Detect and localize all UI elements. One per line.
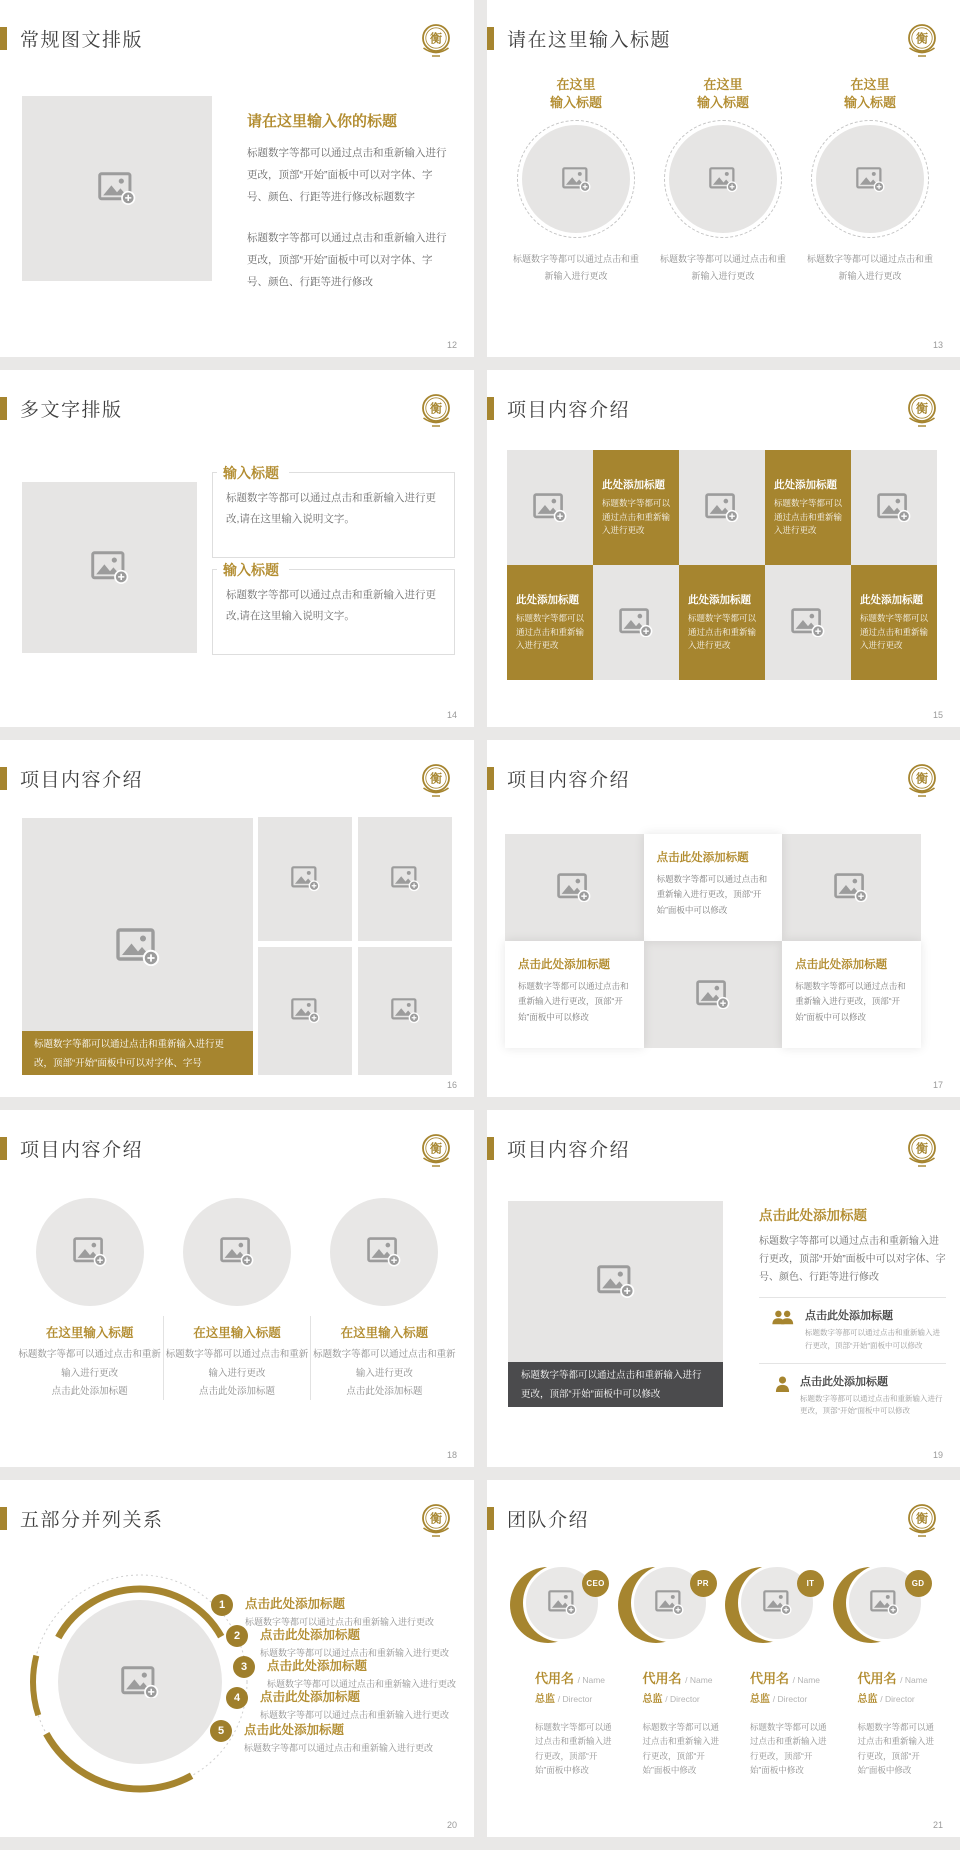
slide-title: 五部分并列关系: [20, 1510, 164, 1531]
numbered-item-text: 点击此处添加标题 标题数字等都可以通过点击和重新输入进行更改: [267, 1659, 457, 1689]
number-badge: 4: [226, 1687, 248, 1709]
company-logo: [418, 21, 454, 61]
numbered-item-text: 点击此处添加标题 标题数字等都可以通过点击和重新输入进行更改: [260, 1628, 450, 1658]
item-body: 标题数字等都可以通过点击和重新输入进行更改 点击此处添加标题: [313, 1349, 456, 1398]
box-heading: 输入标题: [217, 560, 289, 580]
member-role: 总监 / Director: [535, 1694, 593, 1705]
image-add-icon: [121, 1666, 159, 1699]
image-add-icon: [98, 172, 136, 205]
svg-text:衡: 衡: [915, 401, 929, 416]
circle-item: [311, 1198, 458, 1402]
list-item: [759, 1373, 946, 1419]
image-add-icon: [763, 1590, 792, 1615]
emblem-logo-icon: [904, 391, 940, 431]
role-badge: IT: [797, 1570, 824, 1597]
emblem-logo-icon: [418, 391, 454, 431]
circle-item: [16, 1198, 163, 1402]
role-badge: CEO: [582, 1570, 609, 1597]
image-add-icon: [291, 998, 320, 1023]
image-add-icon: [877, 493, 911, 522]
item-heading: 在这里 输入标题: [696, 77, 749, 111]
svg-text:衡: 衡: [429, 771, 443, 786]
gold-text-cell: 此处添加标题 标题数字等都可以通过点击和重新输入进行更改: [851, 565, 937, 680]
image-add-icon: [91, 551, 129, 584]
slide-title: 多文字排版: [20, 400, 123, 421]
item-heading: 在这里 输入标题: [843, 77, 896, 111]
page-number: 15: [932, 710, 943, 720]
svg-text:衡: 衡: [915, 1511, 929, 1526]
slide-title: 项目内容介绍: [20, 770, 144, 791]
title-accent-bar: [487, 397, 494, 420]
member-name: 代用名 / Name: [750, 1671, 821, 1686]
emblem-logo-icon: [418, 21, 454, 61]
section-heading: 点击此处添加标题: [759, 1208, 867, 1223]
page-number: 16: [446, 1080, 457, 1090]
title-accent-bar: [487, 27, 494, 50]
text-column: [247, 110, 450, 312]
numbered-item-text: 点击此处添加标题 标题数字等都可以通过点击和重新输入进行更改: [244, 1723, 434, 1753]
image-placeholder: [765, 565, 851, 680]
slide-title: 常规图文排版: [20, 30, 144, 51]
circle-item: [163, 1198, 310, 1402]
image-placeholder: [782, 834, 921, 941]
svg-text:衡: 衡: [429, 1511, 443, 1526]
slide-thumbnail-12[interactable]: [0, 0, 474, 357]
title-accent-bar: [487, 1137, 494, 1160]
image-add-icon: [870, 1590, 899, 1615]
image-add-icon: [220, 1237, 254, 1266]
list-item-text: 点击此处添加标题 标题数字等都可以通过点击和重新输入进行更改，顶部“开始”面板中可以修改: [800, 1375, 943, 1416]
image-placeholder: [816, 125, 924, 233]
image-add-icon: [619, 608, 653, 637]
image-placeholder: [505, 834, 644, 941]
item-caption: 标题数字等都可以通过点击和重新输入进行更改: [660, 254, 787, 282]
image-add-icon: [557, 873, 591, 902]
text-box: [212, 562, 455, 655]
item-heading: 在这里输入标题: [340, 1326, 429, 1340]
dashed-ring: [517, 120, 635, 238]
circle-item: [807, 76, 933, 286]
member-body: 标题数字等都可以通过点击和重新输入进行更改，顶部“开始”面板中修改: [642, 1722, 720, 1776]
column-divider: [310, 1316, 311, 1400]
image-placeholder: [358, 947, 452, 1075]
company-logo: [418, 1131, 454, 1171]
text-box: [212, 465, 455, 558]
emblem-logo-icon: [904, 1501, 940, 1541]
image-placeholder: [330, 1198, 438, 1306]
slide-thumbnail-19[interactable]: [487, 1110, 960, 1467]
image-add-icon: [73, 1237, 107, 1266]
company-logo: [904, 1131, 940, 1171]
member-avatar: [724, 1564, 826, 1646]
slide-thumbnail-16[interactable]: [0, 740, 474, 1097]
image-placeholder: [358, 817, 452, 941]
item-heading: 在这里 输入标题: [549, 77, 602, 111]
body-paragraph: 标题数字等都可以通过点击和重新输入进行更改，顶部“开始”面板中可以对字体、字号、颜色、行距等进行修改标题数字: [247, 147, 447, 204]
image-placeholder: [669, 125, 777, 233]
member-body: 标题数字等都可以通过点击和重新输入进行更改，顶部“开始”面板中修改: [750, 1722, 827, 1776]
body-paragraph: 标题数字等都可以通过点击和重新输入进行更改，顶部“开始”面板中可以对字体、字号、颜色、行距等进行修改: [759, 1236, 946, 1283]
image-placeholder: [507, 450, 593, 565]
page-number: 20: [446, 1820, 457, 1830]
numbered-item: [233, 1656, 456, 1690]
team-member: [617, 1564, 725, 1778]
svg-text:衡: 衡: [915, 31, 929, 46]
numbered-item-text: 点击此处添加标题 标题数字等都可以通过点击和重新输入进行更改: [245, 1597, 435, 1627]
gold-text-cell: 此处添加标题 标题数字等都可以通过点击和重新输入进行更改: [507, 565, 593, 680]
image-placeholder: [36, 1198, 144, 1306]
image-add-icon: [709, 167, 738, 192]
number-badge: 1: [211, 1594, 233, 1616]
image-placeholder: [679, 450, 765, 565]
slide-title: 项目内容介绍: [507, 1140, 631, 1161]
item-heading: 在这里输入标题: [45, 1326, 134, 1340]
numbered-item: [226, 1625, 449, 1659]
circle-items-row: [513, 76, 933, 286]
box-heading: 输入标题: [217, 463, 289, 483]
title-accent-bar: [0, 767, 7, 790]
team-member: [832, 1564, 940, 1778]
emblem-logo-icon: [418, 1131, 454, 1171]
text-card: 点击此处添加标题 标题数字等都可以通过点击和重新输入进行更改，顶部“开始”面板中可以修改: [782, 941, 921, 1048]
member-name: 代用名 / Name: [642, 1671, 713, 1686]
member-avatar: [832, 1564, 934, 1646]
slide-thumbnail-18[interactable]: [0, 1110, 474, 1467]
page-number: 13: [932, 340, 943, 350]
item-caption: 标题数字等都可以通过点击和重新输入进行更改: [513, 254, 640, 282]
member-role: 总监 / Director: [750, 1694, 808, 1705]
image-add-icon: [533, 493, 567, 522]
title-accent-bar: [487, 1507, 494, 1530]
svg-text:衡: 衡: [429, 31, 443, 46]
emblem-logo-icon: [904, 21, 940, 61]
number-badge: 2: [226, 1625, 248, 1647]
slide-thumbnail-15[interactable]: [487, 370, 960, 727]
text-card: 点击此处添加标题 标题数字等都可以通过点击和重新输入进行更改，顶部“开始”面板中可以修改: [505, 941, 644, 1048]
image-add-icon: [116, 928, 160, 966]
slide-title: 团队介绍: [507, 1510, 590, 1531]
circle-columns: [16, 1198, 458, 1402]
team-member: [509, 1564, 617, 1778]
numbered-item: [211, 1594, 434, 1628]
circle-item: [660, 76, 786, 286]
image-placeholder: [22, 96, 212, 281]
image-placeholder: [258, 817, 352, 941]
company-logo: [904, 761, 940, 801]
image-caption-gold: 标题数字等都可以通过点击和重新输入进行更改，顶部“开始”面板中可以对字体、字号: [22, 1031, 253, 1075]
slide-thumbnail-17[interactable]: [487, 740, 960, 1097]
image-add-icon: [562, 167, 591, 192]
image-add-icon: [367, 1237, 401, 1266]
page-number: 18: [446, 1450, 457, 1460]
image-placeholder: [258, 947, 352, 1075]
slide-title: 项目内容介绍: [20, 1140, 144, 1161]
gold-text-cell: 此处添加标题 标题数字等都可以通过点击和重新输入进行更改: [679, 565, 765, 680]
item-body: 标题数字等都可以通过点击和重新输入进行更改 点击此处添加标题: [18, 1349, 161, 1398]
slide-title: 请在这里输入标题: [507, 30, 672, 51]
svg-text:衡: 衡: [915, 1141, 929, 1156]
member-name: 代用名 / Name: [857, 1671, 928, 1686]
image-placeholder: [593, 565, 679, 680]
divider: [759, 1297, 946, 1298]
member-role: 总监 / Director: [642, 1694, 700, 1705]
member-role: 总监 / Director: [857, 1694, 915, 1705]
title-accent-bar: [487, 767, 494, 790]
circle-item: [513, 76, 639, 286]
page-number: 17: [932, 1080, 943, 1090]
image-add-icon: [696, 980, 730, 1009]
text-column: [759, 1204, 946, 1418]
company-logo: [904, 1501, 940, 1541]
company-logo: [418, 761, 454, 801]
slide-title: 项目内容介绍: [507, 400, 631, 421]
list-item-text: 点击此处添加标题 标题数字等都可以通过点击和重新输入进行更改，顶部“开始”面板中可以修改: [805, 1310, 940, 1350]
title-accent-bar: [0, 1137, 7, 1160]
page-number: 14: [446, 710, 457, 720]
slide-thumbnail-20[interactable]: [0, 1480, 474, 1837]
company-logo: [904, 21, 940, 61]
image-placeholder: [508, 1201, 723, 1362]
title-accent-bar: [0, 27, 7, 50]
image-add-icon: [705, 493, 739, 522]
image-placeholder: [22, 482, 197, 653]
company-logo: [418, 1501, 454, 1541]
team-members-row: [509, 1564, 939, 1778]
slide-title: 项目内容介绍: [507, 770, 631, 791]
image-add-icon: [291, 866, 320, 891]
divider: [759, 1363, 946, 1364]
numbered-item-text: 点击此处添加标题 标题数字等都可以通过点击和重新输入进行更改: [260, 1690, 450, 1720]
emblem-logo-icon: [418, 1501, 454, 1541]
member-avatar: [509, 1564, 611, 1646]
box-body: 标题数字等都可以通过点击和重新输入进行更改,请在这里输入说明文字。: [226, 589, 436, 622]
image-add-icon: [655, 1590, 684, 1615]
column-divider: [163, 1316, 164, 1400]
item-body: 标题数字等都可以通过点击和重新输入进行更改 点击此处添加标题: [165, 1349, 309, 1398]
image-add-icon: [548, 1590, 577, 1615]
page-number: 21: [932, 1820, 943, 1830]
item-caption: 标题数字等都可以通过点击和重新输入进行更改: [807, 254, 934, 282]
list-item: [759, 1307, 946, 1353]
team-member: [724, 1564, 832, 1778]
number-badge: 3: [233, 1656, 255, 1678]
page-number: 19: [932, 1450, 943, 1460]
title-accent-bar: [0, 397, 7, 420]
title-accent-bar: [0, 1507, 7, 1530]
emblem-logo-icon: [904, 1131, 940, 1171]
checkerboard-grid: [507, 450, 937, 680]
member-avatar: [617, 1564, 719, 1646]
role-badge: PR: [690, 1570, 717, 1597]
gold-text-cell: 此处添加标题 标题数字等都可以通过点击和重新输入进行更改: [765, 450, 851, 565]
image-add-icon: [597, 1265, 635, 1298]
image-add-icon: [856, 167, 885, 192]
person-icon: [771, 1373, 790, 1398]
company-logo: [418, 391, 454, 431]
slide-thumbnail-21[interactable]: [487, 1480, 960, 1837]
image-placeholder: [522, 125, 630, 233]
emblem-logo-icon: [418, 761, 454, 801]
image-caption-dark: 标题数字等都可以通过点击和重新输入进行更改，顶部“开始”面板中可以修改: [508, 1362, 723, 1407]
image-add-icon: [834, 873, 868, 902]
svg-text:衡: 衡: [429, 1141, 443, 1156]
svg-text:衡: 衡: [915, 771, 929, 786]
number-badge: 5: [210, 1720, 232, 1742]
image-add-icon: [791, 608, 825, 637]
slide-thumbnail-13[interactable]: [487, 0, 960, 357]
image-placeholder: [644, 941, 783, 1048]
dashed-ring: [811, 120, 929, 238]
body-paragraph: 标题数字等都可以通过点击和重新输入进行更改，顶部“开始”面板中可以对字体、字号、颜色、行距等进行修改: [247, 232, 447, 289]
role-badge: GD: [905, 1570, 932, 1597]
item-heading: 在这里输入标题: [193, 1326, 281, 1340]
text-card: 点击此处添加标题 标题数字等都可以通过点击和重新输入进行更改，顶部“开始”面板中可以修改: [644, 834, 783, 941]
member-body: 标题数字等都可以通过点击和重新输入进行更改，顶部“开始”面板中修改: [857, 1722, 935, 1776]
image-placeholder: [183, 1198, 291, 1306]
image-placeholder: [851, 450, 937, 565]
company-logo: [904, 391, 940, 431]
member-name: 代用名 / Name: [535, 1671, 606, 1686]
people-group-icon: [771, 1307, 795, 1331]
numbered-item: [210, 1720, 433, 1754]
image-add-icon: [391, 998, 420, 1023]
page-number: 12: [446, 340, 457, 350]
svg-text:衡: 衡: [429, 401, 443, 416]
gold-text-cell: 此处添加标题 标题数字等都可以通过点击和重新输入进行更改: [593, 450, 679, 565]
slide-thumbnail-14[interactable]: [0, 370, 474, 727]
alternating-grid: [505, 834, 921, 1048]
dashed-ring: [664, 120, 782, 238]
section-heading: 请在这里输入你的标题: [247, 113, 398, 130]
box-body: 标题数字等都可以通过点击和重新输入进行更改,请在这里输入说明文字。: [226, 492, 436, 525]
emblem-logo-icon: [904, 761, 940, 801]
member-body: 标题数字等都可以通过点击和重新输入进行更改，顶部“开始”面板中修改: [535, 1722, 612, 1776]
image-add-icon: [391, 866, 420, 891]
numbered-item: [226, 1687, 449, 1721]
